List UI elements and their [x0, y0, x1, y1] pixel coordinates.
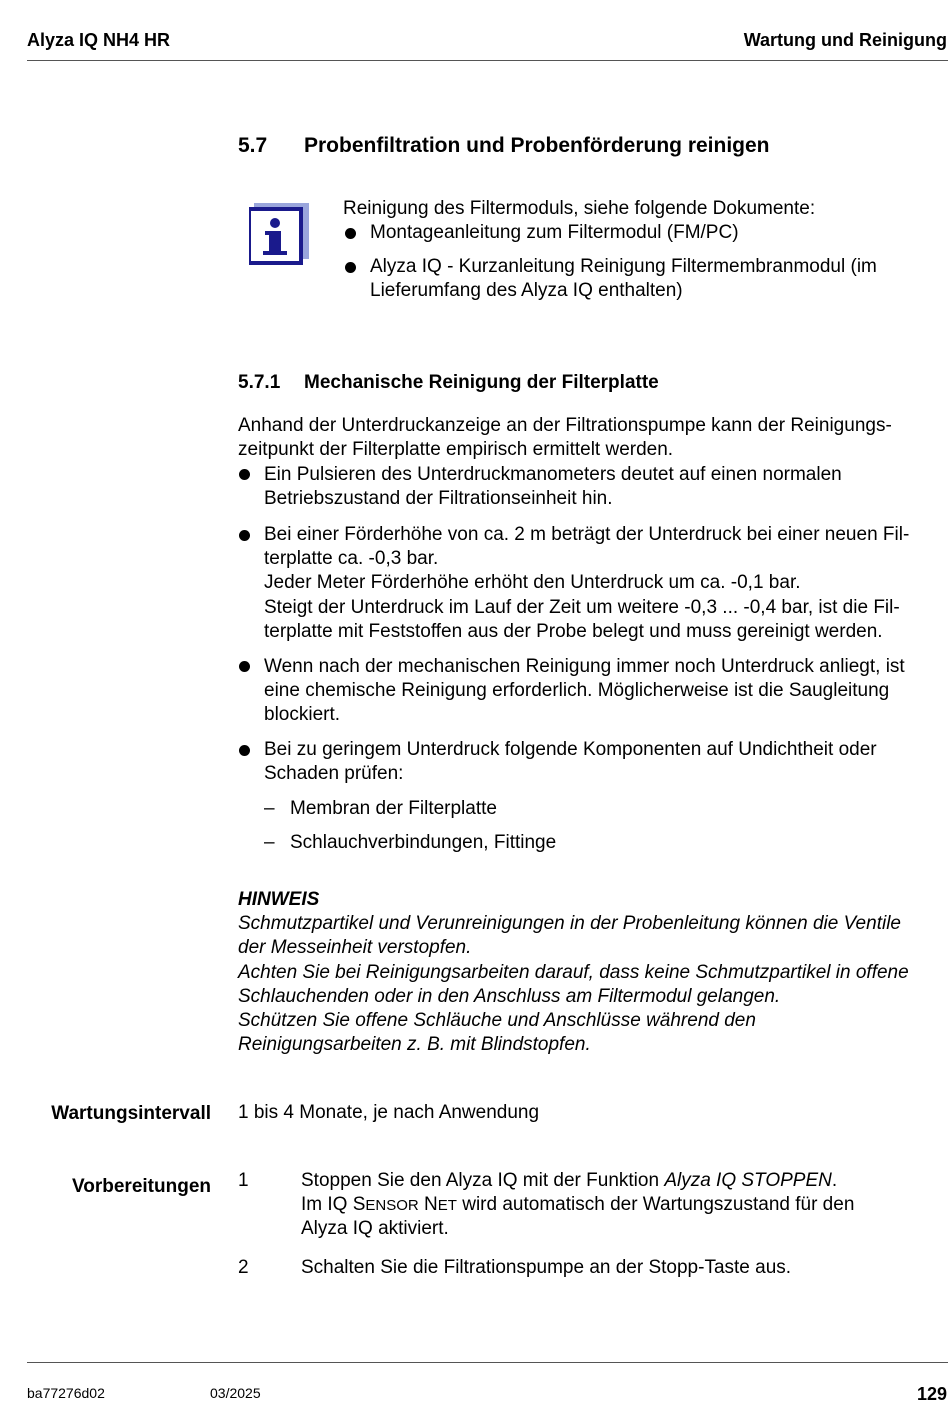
- subsection-number: 5.7.1: [238, 372, 281, 393]
- notice-line: Achten Sie bei Reinigungsarbeiten darauf, dass keine Schmutzpartikel in offene: [238, 962, 909, 983]
- bullet-line: terplatte mit Feststoffen aus der Probe belegt und muss gereinigt werden.: [264, 621, 883, 642]
- info-item: Montageanleitung zum Filtermodul (FM/PC): [370, 222, 739, 243]
- notice-line: Schmutzpartikel und Verunreinigungen in der Probenleitung können die Ventile: [238, 913, 901, 934]
- step-text: Im IQ: [301, 1194, 353, 1215]
- bullet-icon: [239, 469, 250, 480]
- bullet-line: Betriebszustand der Filtrationseinheit hin.: [264, 488, 613, 509]
- notice-line: Schützen Sie offene Schläuche und Anschlüsse während den: [238, 1010, 756, 1031]
- step-text: .: [831, 1170, 838, 1191]
- bullet-line: Bei einer Förderhöhe von ca. 2 m beträgt der Unterdruck bei einer neuen Fil-: [264, 524, 910, 545]
- info-intro: Reinigung des Filtermoduls, siehe folgende Dokumente:: [343, 198, 816, 219]
- step-text: Stoppen Sie den Alyza IQ mit der Funktion: [301, 1170, 665, 1191]
- info-icon: [249, 203, 309, 265]
- step-number: 2: [238, 1257, 249, 1278]
- bullet-line: Ein Pulsieren des Unterdruckmanometers deutet auf einen normalen: [264, 464, 842, 485]
- header-rule: [27, 60, 948, 61]
- dash-mark: –: [264, 832, 275, 853]
- bullet-line: Wenn nach der mechanischen Reinigung immer noch Unterdruck anliegt, ist: [264, 656, 905, 677]
- notice-title: HINWEIS: [238, 889, 320, 910]
- header-right: Wartung und Reinigung: [743, 30, 947, 50]
- bullet-line: eine chemische Reinigung erforderlich. Möglicherweise ist die Saugleitung: [264, 680, 890, 701]
- smallcaps-text: N: [424, 1194, 438, 1215]
- smallcaps-text: S: [352, 1194, 366, 1215]
- section-number: 5.7: [238, 134, 268, 157]
- bullet-icon: [239, 661, 250, 672]
- step-text: wird automatisch der Wartungszustand für den: [456, 1194, 855, 1215]
- preparation-label: Vorbereitungen: [72, 1176, 211, 1197]
- bullet-line: Steigt der Unterdruck im Lauf der Zeit um weitere -0,3 ... -0,4 bar, ist die Fil-: [264, 597, 900, 618]
- bullet-icon: [345, 228, 356, 239]
- bullet-icon: [345, 262, 356, 273]
- dash-item: Schlauchverbindungen, Fittinge: [290, 832, 557, 853]
- step-number: 1: [238, 1170, 249, 1191]
- info-item: Alyza IQ - Kurzanleitung Reinigung Filtermembranmodul (im: [370, 256, 877, 277]
- dash-mark: –: [264, 798, 275, 819]
- footer-date: 03/2025: [210, 1385, 261, 1401]
- intro-line: Anhand der Unterdruckanzeige an der Filtrationspumpe kann der Reinigungs-: [238, 415, 892, 436]
- footer-rule: [27, 1362, 948, 1363]
- bullet-line: Jeder Meter Förderhöhe erhöht den Unterdruck um ca. -0,1 bar.: [264, 572, 801, 593]
- notice-line: der Messeinheit verstopfen.: [238, 937, 472, 958]
- step-line: [301, 1169, 837, 1194]
- intro-line: zeitpunkt der Filterplatte empirisch ermittelt werden.: [238, 439, 674, 460]
- bullet-line: Schaden prüfen:: [264, 763, 404, 784]
- header-left: Alyza IQ NH4 HR: [27, 30, 171, 50]
- smallcaps-text: ET: [437, 1197, 457, 1214]
- footer-doc-id: ba77276d02: [27, 1385, 105, 1401]
- function-name: Alyza IQ STOPPEN: [664, 1170, 832, 1191]
- notice-line: Reinigungsarbeiten z. B. mit Blindstopfen.: [238, 1034, 591, 1055]
- bullet-line: Bei zu geringem Unterdruck folgende Komponenten auf Undichtheit oder: [264, 739, 877, 760]
- step-line: [301, 1193, 854, 1219]
- step-line: Schalten Sie die Filtrationspumpe an der Stopp-Taste aus.: [301, 1257, 792, 1278]
- smallcaps-text: ENSOR: [365, 1197, 419, 1214]
- section-title: Probenfiltration und Probenförderung reinigen: [304, 134, 770, 157]
- info-item: Lieferumfang des Alyza IQ enthalten): [370, 280, 683, 301]
- maintenance-value: 1 bis 4 Monate, je nach Anwendung: [238, 1102, 540, 1123]
- dash-item: Membran der Filterplatte: [290, 798, 497, 819]
- step-line: Alyza IQ aktiviert.: [301, 1218, 449, 1239]
- bullet-icon: [239, 530, 250, 541]
- notice-line: Schlauchenden oder in den Anschluss am Filtermodul gelangen.: [238, 986, 781, 1007]
- maintenance-label: Wartungsintervall: [51, 1103, 211, 1124]
- bullet-icon: [239, 745, 250, 756]
- bullet-line: terplatte ca. -0,3 bar.: [264, 548, 439, 569]
- subsection-title: Mechanische Reinigung der Filterplatte: [304, 372, 659, 393]
- page-number: 129: [916, 1384, 947, 1404]
- bullet-line: blockiert.: [264, 704, 341, 725]
